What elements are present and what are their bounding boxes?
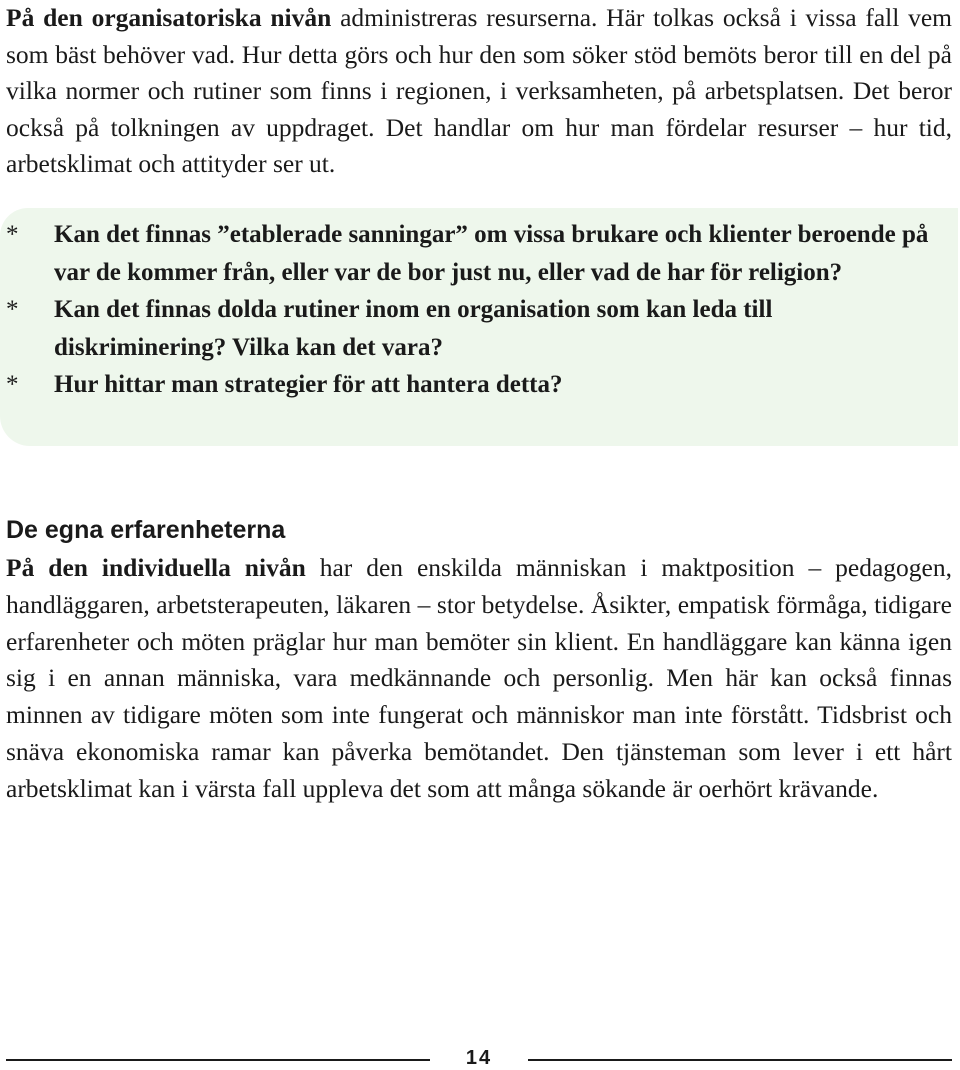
question-item — [6, 216, 936, 291]
page-footer — [0, 1046, 960, 1070]
section-heading: De egna erfarenheterna — [6, 516, 286, 544]
question-item — [6, 291, 936, 366]
bullet-star: * — [6, 221, 19, 248]
bullet-star: * — [6, 296, 19, 323]
section-lead: På den individuella nivån — [6, 553, 306, 582]
footer-rule-right — [528, 1059, 952, 1061]
question-text: Kan det finnas ”etablerade sanningar” om vissa brukare och klienter beroende på var de kommer från, eller var de bor just nu, eller vad de har för religion? — [54, 221, 929, 286]
section-text: har den enskilda människan i maktposition – pedagogen, handläggaren, arbetsterapeuten, läkaren – stor betydelse. Åsikter, empatisk förmåga, tidigare erfarenheter och möten präglar hur man bemöter sin klient. En handläggare kan känna igen sig i en annan människa, vara medkännande och personlig. Men här kan också finnas minnen av tidigare möten som inte fungerat och människor man inte förstått. Tidsbrist och snäva ekonomiska ramar kan påverka bemötandet. Den tjänsteman som lever i ett hårt arbetsklimat kan i värsta fall uppleva det som att många sökande är oerhört krävande. — [6, 553, 952, 803]
intro-text: administreras resurserna. Här tolkas också i vissa fall vem som bäst behöver vad. Hur detta görs och hur den som söker stöd bemöts beror till en del på vilka normer och rutiner som finns i regionen, i verksamheten, på arbetsplatsen. Det beror också på tolkningen av uppdraget. Det handlar om hur man fördelar resurser – hur tid, arbetsklimat och attityder ser ut. — [6, 3, 952, 178]
question-list — [6, 216, 936, 404]
question-text: Hur hittar man strategier för att hantera detta? — [54, 371, 563, 398]
footer-rule-left — [6, 1059, 430, 1061]
question-text: Kan det finnas dolda rutiner inom en organisation som kan leda till diskriminering? Vilka kan det vara? — [54, 296, 773, 361]
bullet-star: * — [6, 371, 19, 398]
section-paragraph — [6, 550, 952, 808]
intro-paragraph — [6, 0, 952, 183]
intro-lead: På den organisatoriska nivån — [6, 3, 332, 32]
page-number: 14 — [465, 1047, 493, 1069]
question-item — [6, 366, 936, 404]
